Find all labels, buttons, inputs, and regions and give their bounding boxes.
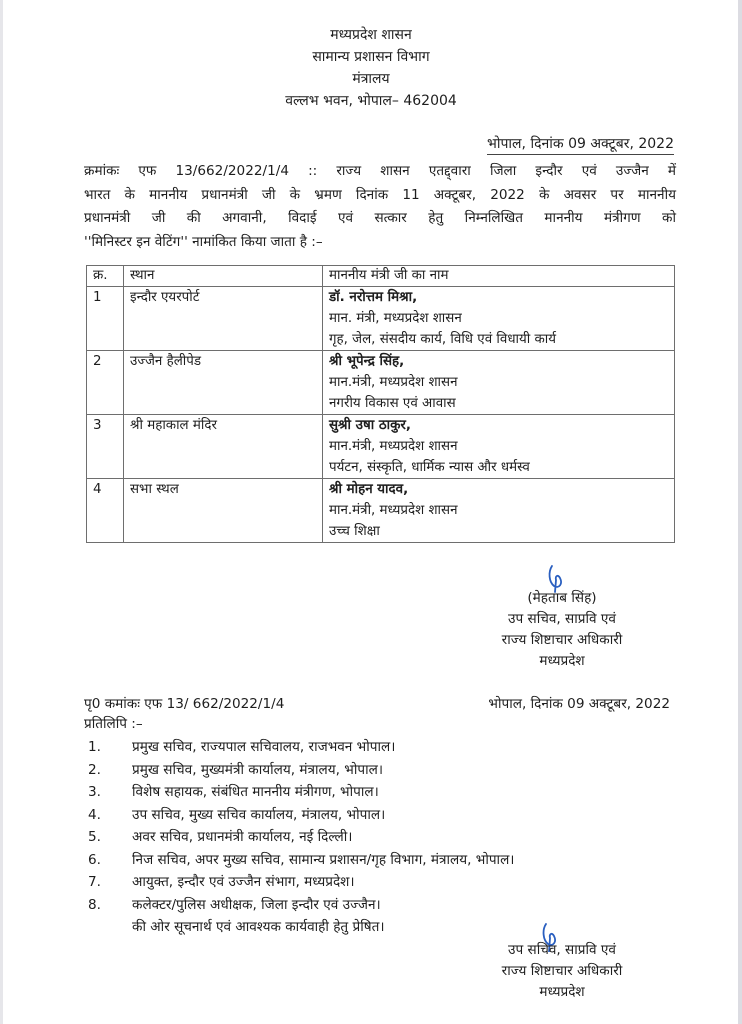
order-paragraph-line: प्रधानमंत्री जी की अगवानी, विदाई एवं सत्कार हेतु निम्नलिखित माननीय मंत्रीगण को xyxy=(84,210,676,226)
cell-serial: 1 xyxy=(87,287,124,351)
signatory-designation: उप सचिव, साप्रवि एवं xyxy=(508,942,616,958)
list-item-text: प्रमुख सचिव, मुख्यमंत्री कार्यालय, मंत्रालय, भोपाल। xyxy=(132,761,383,778)
header-minister-name: माननीय मंत्री जी का नाम xyxy=(323,266,675,287)
minister-name: श्री भूपेन्द्र सिंह, xyxy=(329,354,405,369)
cell-serial: 2 xyxy=(87,351,124,415)
list-item-number: 2. xyxy=(88,761,101,778)
cell-place: इन्दौर एयरपोर्ट xyxy=(124,287,323,351)
minister-portfolio: नगरीय विकास एवं आवास xyxy=(329,396,456,411)
list-item-text: अवर सचिव, प्रधानमंत्री कार्यालय, नई दिल्ली। xyxy=(132,829,353,845)
closing-text: की ओर सूचनार्थ एवं आवश्यक कार्यवाही हेतु प्रेषित। xyxy=(132,919,385,935)
minister-name: सुश्री उषा ठाकुर, xyxy=(329,418,411,433)
order-paragraph xyxy=(84,160,676,254)
minister-name: श्री मोहन यादव, xyxy=(329,482,409,497)
minister-designation: मान.मंत्री, मध्यप्रदेश शासन xyxy=(329,439,458,454)
cell-minister xyxy=(323,415,675,479)
list-item xyxy=(88,849,514,872)
minister-designation: मान.मंत्री, मध्यप्रदेश शासन xyxy=(329,375,458,390)
list-item-text: विशेष सहायक, संबंधित माननीय मंत्रीगण, भोपाल। xyxy=(132,784,379,800)
cell-serial: 4 xyxy=(87,479,124,543)
list-item xyxy=(88,894,514,917)
letterhead-department: सामान्य प्रशासन विभाग xyxy=(312,49,430,65)
list-item xyxy=(88,781,514,804)
list-item-text: निज सचिव, अपर मुख्य सचिव, सामान्य प्रशासन/गृह विभाग, मंत्रालय, भोपाल। xyxy=(132,851,515,868)
list-item-number: 1. xyxy=(88,739,101,755)
cell-serial: 3 xyxy=(87,415,124,479)
copy-dateline: भोपाल, दिनांक 09 अक्टूबर, 2022 xyxy=(488,696,670,712)
list-item xyxy=(88,871,514,894)
letterhead-ministry: मंत्रालय xyxy=(352,71,390,87)
list-item-number: 4. xyxy=(88,806,101,823)
cell-minister xyxy=(323,351,675,415)
copy-recipient-list xyxy=(88,736,514,939)
signatory-block-1 xyxy=(462,588,662,672)
signatory-designation: उप सचिव, साप्रवि एवं xyxy=(508,611,616,627)
list-item-text: कलेक्टर/पुलिस अधीक्षक, जिला इन्दौर एवं उज्जैन। xyxy=(132,896,381,913)
signatory-state: मध्यप्रदेश xyxy=(539,984,585,1000)
minister-portfolio: उच्च शिक्षा xyxy=(329,524,380,539)
header-serial: क्र. xyxy=(87,266,124,287)
table-header-row xyxy=(87,266,675,287)
minister-designation: मान.मंत्री, मध्यप्रदेश शासन xyxy=(329,503,458,518)
list-item-number: 8. xyxy=(88,896,101,913)
copy-reference-number: पृ0 कमांकः एफ 13/ 662/2022/1/4 xyxy=(84,696,285,712)
order-paragraph-line: भारत के माननीय प्रधानमंत्री जी के भ्रमण दिनांक 11 अक्टूबर, 2022 के अवसर पर माननीय xyxy=(84,186,676,203)
signatory-name: (मेहताब सिंह) xyxy=(527,590,597,606)
header-place: स्थान xyxy=(124,266,323,287)
copy-closing-line xyxy=(88,916,514,939)
list-item-number: 3. xyxy=(88,784,101,800)
table-row xyxy=(87,479,675,543)
minister-portfolio: गृह, जेल, संसदीय कार्य, विधि एवं विधायी कार्य xyxy=(329,332,557,347)
list-item-text: उप सचिव, मुख्य सचिव कार्यालय, मंत्रालय, भोपाल। xyxy=(132,806,386,823)
minister-designation: मान. मंत्री, मध्यप्रदेश शासन xyxy=(329,311,462,326)
list-item-text: प्रमुख सचिव, राज्यपाल सचिवालय, राजभवन भोपाल। xyxy=(132,739,396,755)
letterhead-address: वल्लभ भवन, भोपाल– 462004 xyxy=(285,93,457,109)
signatory-state: मध्यप्रदेश xyxy=(539,653,585,669)
list-item-text: आयुक्त, इन्दौर एवं उज्जैन संभाग, मध्यप्रदेश। xyxy=(132,874,355,890)
minister-name: डॉ. नरोत्तम मिश्रा, xyxy=(329,290,418,305)
list-item xyxy=(88,736,514,759)
signatory-designation: राज्य शिष्टाचार अधिकारी xyxy=(501,632,623,648)
list-item-number: 6. xyxy=(88,851,101,868)
list-item xyxy=(88,826,514,849)
letterhead-government: मध्यप्रदेश शासन xyxy=(330,27,412,43)
list-item xyxy=(88,804,514,827)
list-item-number: 5. xyxy=(88,829,101,845)
table-row xyxy=(87,351,675,415)
table-row xyxy=(87,287,675,351)
cell-place: श्री महाकाल मंदिर xyxy=(124,415,323,479)
cell-place: उज्जैन हैलीपेड xyxy=(124,351,323,415)
cell-place: सभा स्थल xyxy=(124,479,323,543)
cell-minister xyxy=(323,287,675,351)
ministers-in-waiting-table xyxy=(86,265,675,543)
signatory-designation: राज्य शिष्टाचार अधिकारी xyxy=(501,963,623,979)
signatory-block-2 xyxy=(462,940,662,1003)
copy-label: प्रतिलिपि :– xyxy=(84,716,143,732)
minister-portfolio: पर्यटन, संस्कृति, धार्मिक न्यास और धर्मस्व xyxy=(329,460,530,475)
order-paragraph-line: क्रमांकः एफ 13/662/2022/1/4 :: राज्य शासन एतद्द्वारा जिला इन्दौर एवं उज्जैन में xyxy=(84,163,676,179)
table-row xyxy=(87,415,675,479)
order-paragraph-line: ''मिनिस्टर इन वेटिंग'' नामांकित किया जाता है :– xyxy=(84,233,323,250)
list-item-number: 7. xyxy=(88,874,101,890)
cell-minister xyxy=(323,479,675,543)
order-dateline: भोपाल, दिनांक 09 अक्टूबर, 2022 xyxy=(487,134,674,155)
list-item xyxy=(88,759,514,782)
